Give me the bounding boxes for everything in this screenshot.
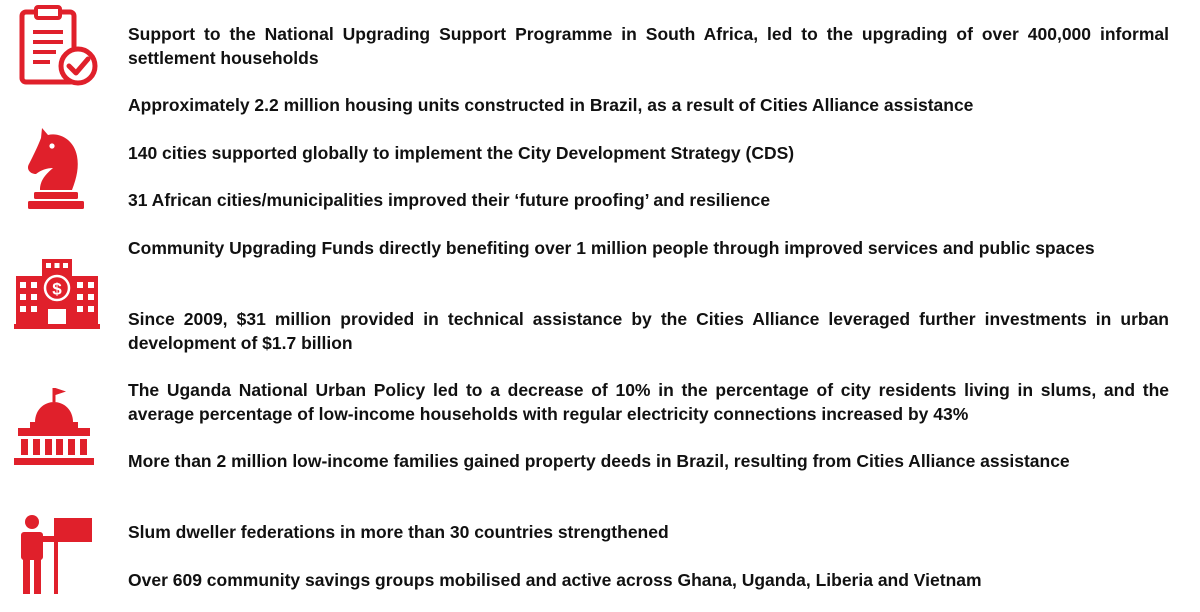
- bank-building-icon: [14, 254, 100, 330]
- person-with-flag-icon: [18, 514, 96, 596]
- chess-knight-icon: [22, 122, 90, 210]
- achievement-text: The Uganda National Urban Policy led to a decrease of 10% in the percentage of city residents living in slums, and the average percentage of low-income households with regular electricity connections increased by 43%: [128, 380, 1169, 424]
- government-building-icon: [12, 386, 96, 468]
- achievement-text: More than 2 million low-income families gained property deeds in Brazil, resulting from Cities Alliance assistance: [128, 451, 1070, 471]
- svg-text:$: $: [52, 279, 62, 299]
- achievement-text: Since 2009, $31 million provided in technical assistance by the Cities Alliance leveraged further investments in urban development of $1.7 billion: [128, 309, 1169, 353]
- achievement-text: Approximately 2.2 million housing units constructed in Brazil, as a result of Cities Alliance assistance: [128, 95, 974, 115]
- checklist-icon: [16, 4, 100, 88]
- achievement-text: Support to the National Upgrading Support Programme in South Africa, led to the upgrading of over 400,000 informal settlement households: [128, 24, 1169, 68]
- achievement-text: Community Upgrading Funds directly benefiting over 1 million people through improved services and public spaces: [128, 238, 1095, 258]
- achievement-text: 31 African cities/municipalities improved their ‘future proofing’ and resilience: [128, 190, 771, 210]
- achievement-text: Over 609 community savings groups mobilised and active across Ghana, Uganda, Liberia and Vietnam: [128, 570, 982, 590]
- achievement-text: 140 cities supported globally to implement the City Development Strategy (CDS): [128, 143, 795, 163]
- achievement-text: Slum dweller federations in more than 30 countries strengthened: [128, 522, 669, 542]
